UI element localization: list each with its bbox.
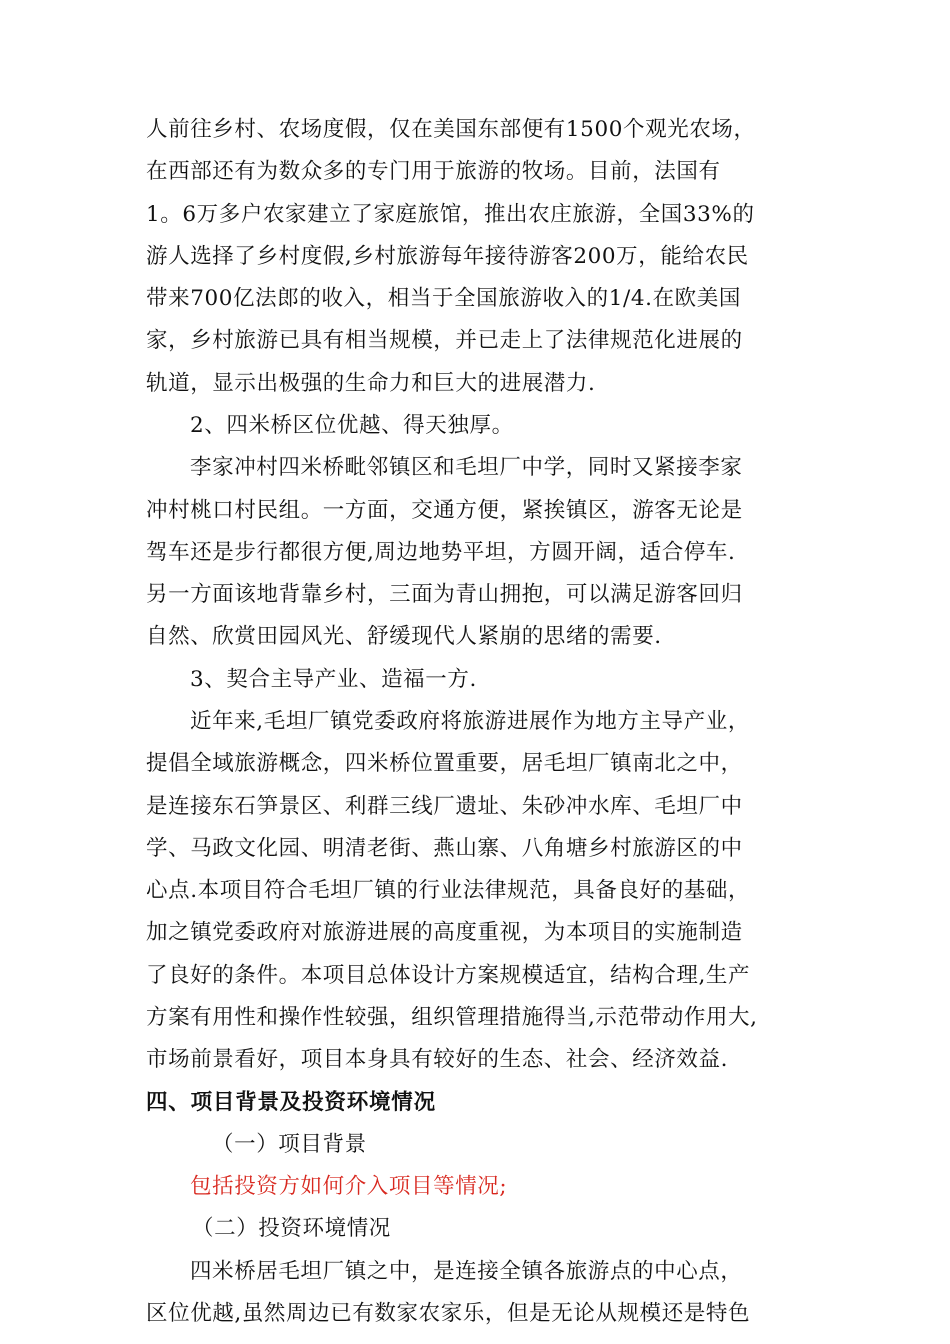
subsection-1-title: （一）项目背景: [212, 1132, 367, 1157]
paragraph-line: 市场前景看好，项目本身具有较好的生态、社会、经济效益.: [146, 1047, 729, 1072]
paragraph-line: 游人选择了乡村度假,乡村旅游每年接待游客200万，能给农民: [146, 244, 749, 269]
paragraph-line: 方案有用性和操作性较强，组织管理措施得当,示范带动作用大,: [146, 1005, 758, 1030]
paragraph-line: 在西部还有为数众多的专门用于旅游的牧场。目前，法国有: [146, 159, 721, 184]
paragraph-line: 了良好的条件。本项目总体设计方案规模适宜，结构合理,生产: [146, 963, 751, 988]
paragraph-line: 冲村桃口村民组。一方面，交通方便，紧挨镇区，游客无论是: [146, 498, 743, 523]
item-3-title: 3、契合主导产业、造福一方.: [190, 667, 477, 692]
paragraph-line: 近年来,毛坦厂镇党委政府将旅游进展作为地方主导产业，: [190, 709, 750, 734]
paragraph-line: 家，乡村旅游已具有相当规模，并已走上了法律规范化进展的: [146, 328, 743, 353]
paragraph-line: 轨道，显示出极强的生命力和巨大的进展潜力.: [146, 371, 596, 396]
paragraph-line: 提倡全域旅游概念，四米桥位置重要，居毛坦厂镇南北之中，: [146, 751, 743, 776]
section-4-heading: 四、项目背景及投资环境情况: [146, 1090, 436, 1115]
paragraph-line: 人前往乡村、农场度假，仅在美国东部便有1500个观光农场，: [146, 117, 756, 142]
paragraph-line: 区位优越,虽然周边已有数家农家乐，但是无论从规模还是特色: [146, 1301, 751, 1326]
paragraph-line: 加之镇党委政府对旅游进展的高度重视，为本项目的实施制造: [146, 920, 743, 945]
paragraph-line: 带来700亿法郎的收入，相当于全国旅游收入的1/4.在欧美国: [146, 286, 741, 311]
paragraph-line: 驾车还是步行都很方便,周边地势平坦，方圆开阔，适合停车.: [146, 540, 736, 565]
subsection-2-title: （二）投资环境情况: [192, 1216, 391, 1241]
paragraph-line: 另一方面该地背靠乡村，三面为青山拥抱，可以满足游客回归: [146, 582, 743, 607]
paragraph-line: 学、马政文化园、明清老街、燕山寨、八角塘乡村旅游区的中: [146, 836, 743, 861]
paragraph-line: 心点.本项目符合毛坦厂镇的行业法律规范，具备良好的基础，: [146, 878, 751, 903]
paragraph-line: 李家冲村四米桥毗邻镇区和毛坦厂中学，同时又紧接李家: [190, 455, 743, 480]
paragraph-line: 1。6万多户农家建立了家庭旅馆，推出农庄旅游，全国33%的: [146, 202, 755, 227]
subsection-1-note: 包括投资方如何介入项目等情况;: [190, 1174, 508, 1199]
paragraph-line: 自然、欣赏田园风光、舒缓现代人紧崩的思绪的需要.: [146, 624, 662, 649]
paragraph-line: 是连接东石笋景区、利群三线厂遗址、朱砂冲水库、毛坦厂中: [146, 794, 743, 819]
paragraph-line: 四米桥居毛坦厂镇之中，是连接全镇各旅游点的中心点，: [190, 1259, 743, 1284]
item-2-title: 2、四米桥区位优越、得天独厚。: [190, 413, 514, 438]
